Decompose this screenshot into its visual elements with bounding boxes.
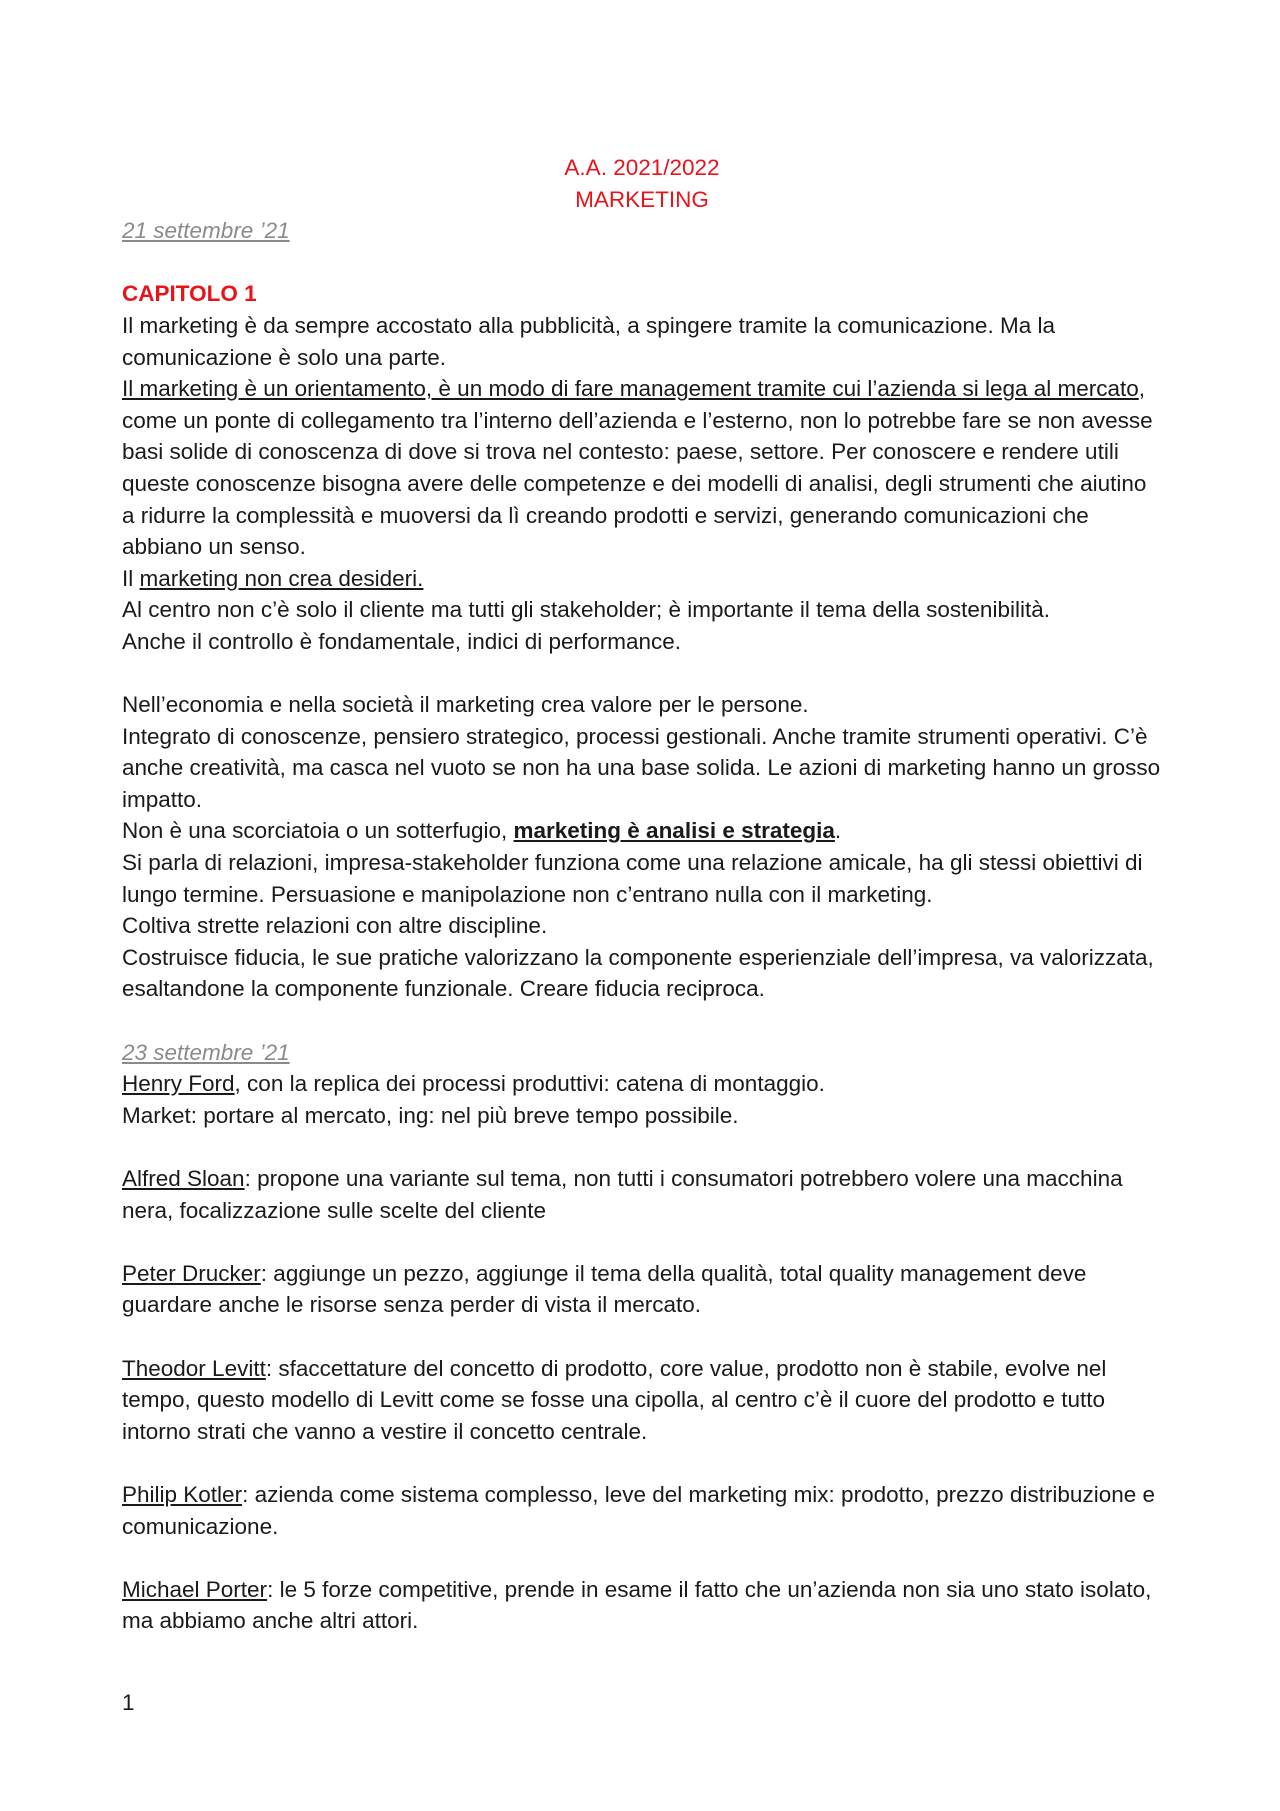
paragraph-text: : le 5 forze competitive, prende in esame il fatto che un’azienda non sia uno stato isolato, ma abbiamo anche altri attori. <box>122 1576 1152 1634</box>
page-number: 1 <box>122 1690 135 1715</box>
paragraph <box>122 563 1162 595</box>
paragraph-text: : propone una variante sul tema, non tutti i consumatori potrebbero volere una macchina nera, focalizzazione sulle scelte del cliente <box>122 1166 1123 1223</box>
paragraph <box>122 1258 1162 1321</box>
underlined-text: Il marketing è un orientamento, è un modo di fare management tramite cui l’azienda si lega al mercato <box>122 376 1139 402</box>
paragraph-text: : sfaccettature del concetto di prodotto, core value, prodotto non è stabile, evolve nel tempo, questo modello di Levitt come se fosse una cipolla, al centro c’è il cuore del prodotto e tutto intorno strati che vanno a vestire il concetto centrale. <box>122 1355 1107 1444</box>
paragraph-text: . <box>834 818 842 844</box>
paragraph-text: , con la replica dei processi produttivi: catena di montaggio. <box>234 1071 825 1097</box>
paragraph: Al centro non c’è solo il cliente ma tutti gli stakeholder; è importante il tema della sostenibilità. <box>122 597 1050 623</box>
paragraph-text: , come un ponte di collegamento tra l’interno dell’azienda e l’esterno, non lo potrebbe fare se non avesse basi solide di conoscenza di dove si trova nel contesto: paese, settore. Per conoscere e rendere utili queste conoscenze bisogna avere delle competenze e dei modelli di analisi, degli strumenti che aiutino a ridurre la complessità e muoversi da lì creando prodotti e servizi, generando comunicazioni che abbiano un senso. <box>122 376 1153 560</box>
academic-year: A.A. 2021/2022 <box>564 155 720 180</box>
paragraph <box>122 1353 1162 1448</box>
underlined-text: marketing non crea desideri. <box>139 565 424 591</box>
paragraph <box>122 1479 1162 1542</box>
paragraph: Il marketing è da sempre accostato alla pubblicità, a spingere tramite la comunicazione. Ma la comunicazione è solo una parte. <box>122 312 1055 370</box>
paragraph-text: : aggiunge un pezzo, aggiunge il tema della qualità, total quality management deve guardare anche le risorse senza perder di vista il mercato. <box>122 1260 1087 1318</box>
paragraph <box>122 1068 1162 1100</box>
paragraph <box>122 1574 1162 1637</box>
paragraph-text: : azienda come sistema complesso, leve del marketing mix: prodotto, prezzo distribuzione e comunicazione. <box>122 1481 1155 1539</box>
subject-title: MARKETING <box>575 186 709 212</box>
person-name: Alfred Sloan <box>122 1166 245 1191</box>
person-name: Philip Kotler <box>122 1481 243 1507</box>
paragraph: Costruisce fiducia, le sue pratiche valorizzano la componente esperienziale dell’impresa, va valorizzata, esaltandone la componente funzionale. Creare fiducia reciproca. <box>122 944 1154 1002</box>
paragraph: Coltiva strette relazioni con altre discipline. <box>122 913 548 939</box>
paragraph <box>122 815 1162 847</box>
paragraph: Anche il controllo è fondamentale, indici di performance. <box>122 628 682 654</box>
paragraph: Si parla di relazioni, impresa-stakeholder funziona come una relazione amicale, ha gli stessi obiettivi di lungo termine. Persuasione e manipolazione non c’entrano nulla con il marketing. <box>122 850 1143 907</box>
paragraph-text: Il <box>122 565 140 591</box>
session-date-2: 23 settembre ’21 <box>122 1039 290 1065</box>
person-name: Henry Ford <box>122 1071 235 1097</box>
paragraph: Nell’economia e nella società il marketing crea valore per le persone. <box>122 692 809 718</box>
bold-underlined-text: marketing è analisi e strategia <box>513 818 835 844</box>
person-name: Peter Drucker <box>122 1260 261 1286</box>
paragraph: Market: portare al mercato, ing: nel più breve tempo possibile. <box>122 1102 739 1128</box>
paragraph <box>122 1163 1162 1226</box>
session-date-1: 21 settembre ’21 <box>122 218 290 244</box>
document-header <box>122 152 1162 215</box>
chapter-heading: CAPITOLO 1 <box>122 281 257 307</box>
person-name: Michael Porter <box>122 1576 268 1602</box>
paragraph: Integrato di conoscenze, pensiero strategico, processi gestionali. Anche tramite strumenti operativi. C’è anche creatività, ma casca nel vuoto se non ha una base solida. Le azioni di marketing hanno un grosso impatto. <box>122 723 1161 812</box>
paragraph <box>122 373 1162 563</box>
paragraph-text: Non è una scorciatoia o un sotterfugio, <box>122 818 514 844</box>
document-page <box>122 152 1162 1637</box>
person-name: Theodor Levitt <box>122 1355 266 1381</box>
